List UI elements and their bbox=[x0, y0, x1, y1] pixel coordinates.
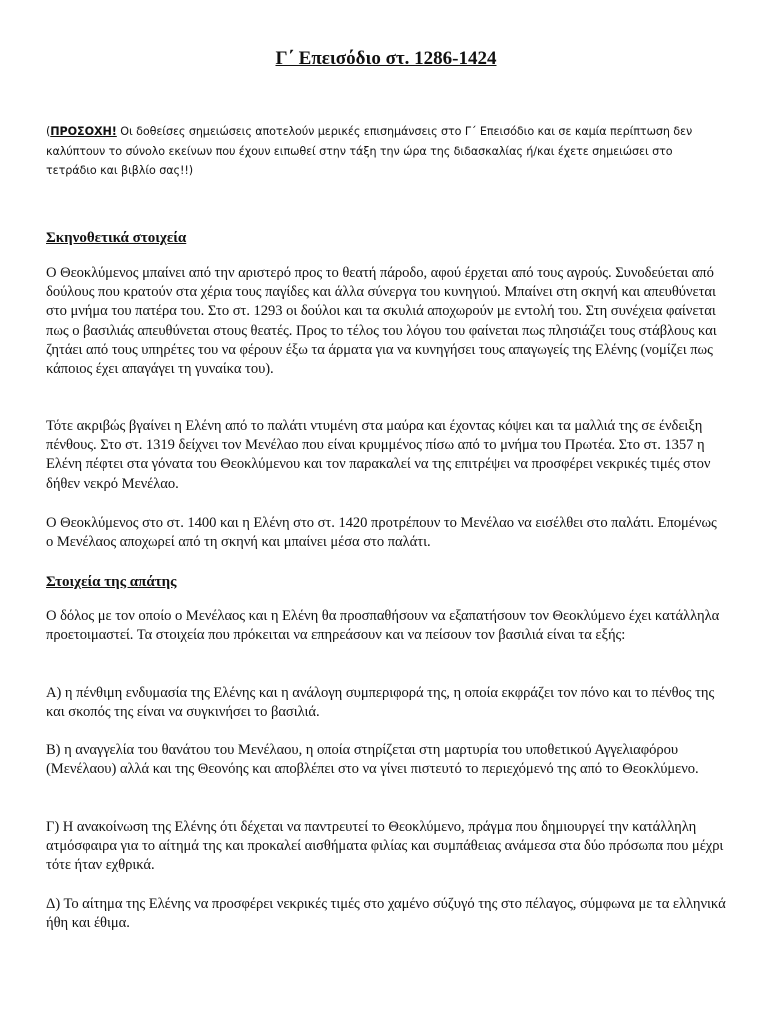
notice-label: ΠΡΟΣΟΧΗ! bbox=[50, 125, 117, 138]
paragraph-deception-b: Β) η αναγγελία του θανάτου του Μενέλαου, η οποία στηρίζεται στη μαρτυρία του υποθετικού Αγγελιαφόρου (Μενέλαου) αλλά και της Θεονόης και αποβλέπει στο να γίνει πιστευτό το περιεχόμενό της από το Θεοκλύμενο. bbox=[46, 742, 699, 778]
paragraph-staging-3: Ο Θεοκλύμενος στο στ. 1400 και η Ελένη στο στ. 1420 προτρέπουν το Μενέλαο να εισέλθει στο παλάτι. Επομένως ο Μενέλαος αποχωρεί από τη σκηνή και μπαίνει μέσα στο παλάτι. bbox=[46, 515, 717, 551]
document-title: Γ΄ Επεισόδιο στ. 1286-1424 bbox=[275, 48, 497, 69]
paragraph-deception-c: Γ) Η ανακοίνωση της Ελένης ότι δέχεται να παντρευτεί το Θεοκλύμενο, πράγμα που δημιουργεί την κατάλληλη ατμόσφαιρα για το αίτημά της και προκαλεί αισθήματα φιλίας και συμπάθειας ανάμεσα στα δύο πρόσωπα που μέχρι τότε ήταν εχθρικά. bbox=[46, 819, 724, 874]
paragraph-deception-d: Δ) Το αίτημα της Ελένης να προσφέρει νεκρικές τιμές στο χαμένο σύζυγό της στο πέλαγος, σύμφωνα με τα ελληνικά ήθη και έθιμα. bbox=[46, 896, 726, 932]
paragraph-staging-2: Τότε ακριβώς βγαίνει η Ελένη από το παλάτι ντυμένη στα μαύρα και έχοντας κόψει και τα μαλλιά της σε ένδειξη πένθους. Στο στ. 1319 δείχνει τον Μενέλαο που είναι κρυμμένος πίσω από το μνήμα του Πρωτέα. Στο στ. 1357 η Ελένη πέφτει στα γόνατα του Θεοκλύμενου και τον παρακαλεί να της επιτρέψει να προσφέρει νεκρικές τιμές στον δήθεν νεκρό Μενέλαο. bbox=[46, 418, 711, 492]
notice-text: Οι δοθείσες σημειώσεις αποτελούν μερικές επισημάνσεις στο Γ΄ Επεισόδιο και σε καμία περίπτωση δεν καλύπτουν το σύνολο εκείνων που έχουν ειπωθεί στην τάξη την ώρα της διδασκαλίας ή/και έχετε σημειώσει στο τετράδιο και βιβλίο σας!!) bbox=[46, 125, 693, 177]
section-heading-deception: Στοιχεία της απάτης bbox=[46, 574, 177, 590]
notice-open-paren: ( bbox=[46, 125, 51, 138]
paragraph-deception-intro: Ο δόλος με τον οποίο ο Μενέλαος και η Ελένη θα προσπαθήσουν να εξαπατήσουν τον Θεοκλύμενο έχει κατάλληλα προετοιμαστεί. Τα στοιχεία που πρόκειται να επηρεάσουν και να πείσουν τον βασιλιά είναι τα εξής: bbox=[46, 608, 720, 644]
paragraph-deception-a: Α) η πένθιμη ενδυμασία της Ελένης και η ανάλογη συμπεριφορά της, η οποία εκφράζει τον πόνο και το πένθος της και σκοπός της είναι να συγκινήσει το βασιλιά. bbox=[46, 685, 715, 721]
section-heading-staging: Σκηνοθετικά στοιχεία bbox=[46, 230, 187, 246]
notice-paragraph bbox=[46, 122, 726, 181]
paragraph-staging-1: Ο Θεοκλύμενος μπαίνει από την αριστερό προς το θεατή πάροδο, αφού έρχεται από τους αγρούς. Συνοδεύεται από δούλους που κρατούν στα χέρια τους παγίδες και άλλα σύνεργα του κυνηγιού. Μπαίνει στη σκηνή και απευθύνεται στο μνήμα του πατέρα του. Στο στ. 1293 οι δούλοι και τα σκυλιά αποχωρούν με εντολή του. Στη συνέχεια φαίνεται πως ο βασιλιάς απευθύνεται στους θεατές. Προς το τέλος του λόγου του φαίνεται πως πλησιάζει τους στάβλους και ζητάει από τους υπηρέτες του να φέρουν έξω τα άρματα για να κυνηγήσει τους απαγωγείς της Ελένης (νομίζει πως κάποιος έχει απαγάγει τη γυναίκα του). bbox=[46, 265, 717, 378]
